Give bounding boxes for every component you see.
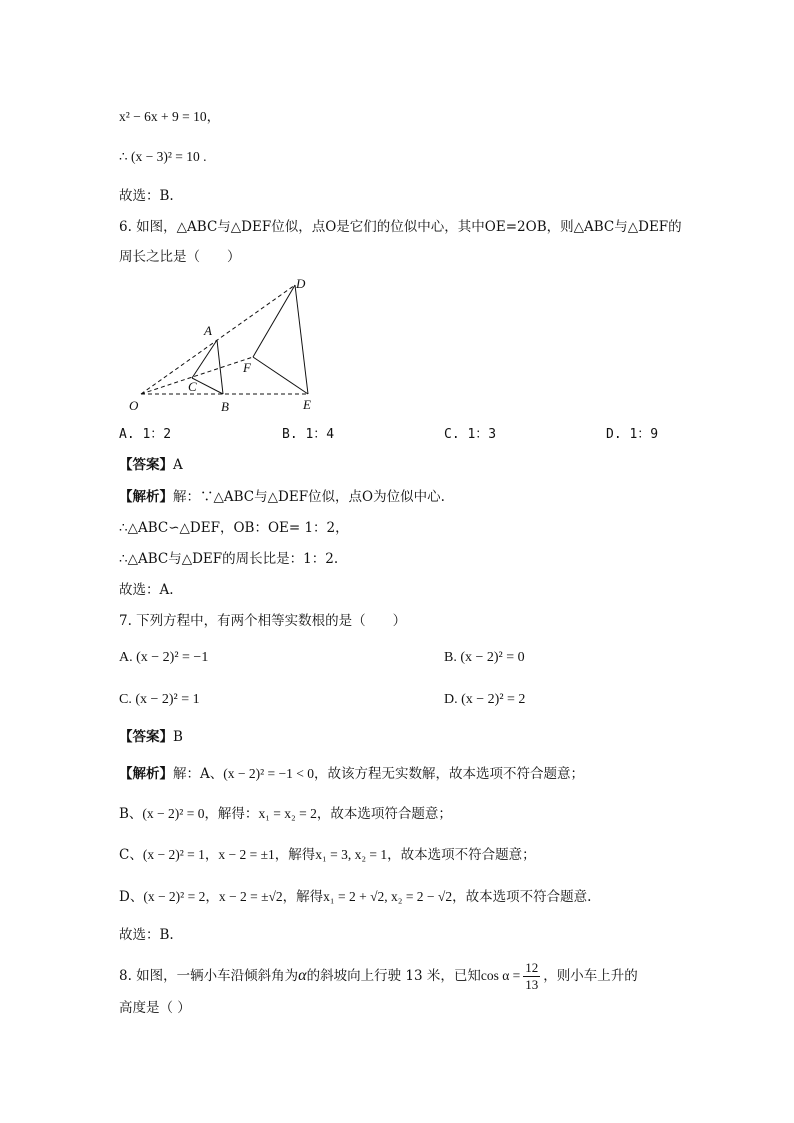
choice-line [119, 186, 174, 206]
alpha-symbol: α [298, 967, 307, 984]
analysis-text: 解：∵△ABC与△DEF位似，点O为位似中心. [173, 489, 445, 505]
option-b [444, 648, 525, 668]
equation: x − 2 = ±1 [218, 847, 275, 862]
analysis-text: ，解得 [282, 889, 324, 905]
equation: x₁ = x₂ = 2 [258, 806, 317, 821]
question-6-stem [119, 217, 682, 237]
analysis-text: C、 [119, 847, 143, 863]
question-7-analysis-4 [119, 887, 591, 907]
option-text: C. (x − 2)² = 1 [119, 692, 200, 707]
analysis-text: ，解得： [204, 806, 259, 822]
question-text: 8. 如图，一辆小车沿倾斜角为 [119, 968, 299, 984]
side-DE [295, 285, 308, 394]
question-6-stem-cont [119, 247, 241, 267]
analysis-text: 解：A、 [173, 766, 224, 782]
analysis-text: ， [204, 847, 219, 863]
side-FE [253, 357, 308, 394]
question-text: ，则小车上升的 [543, 968, 638, 984]
question-text: 的斜坡向上行驶 13 米，已知 [306, 968, 481, 984]
dashed-line-OD [141, 285, 295, 394]
analysis-text: D、 [119, 889, 144, 905]
analysis-text: B、 [119, 806, 143, 822]
option-text: B. (x − 2)² = 0 [444, 650, 525, 665]
equation: cos α = [480, 968, 521, 983]
dashed-line-OF [141, 357, 253, 394]
equation: x₁ = 2 + √2, x₂ = 2 − √2 [323, 889, 453, 904]
label-C: C [188, 379, 197, 394]
question-7-analysis-3 [119, 845, 536, 865]
equation: (x − 2)² = 1 [142, 847, 205, 862]
equation: x² − 6x + 9 = 10， [119, 109, 221, 124]
analysis-text: ，故该方程无实数解，故本选项不符合题意； [314, 766, 584, 782]
option-a: A. 1：2 [119, 427, 172, 442]
equation: x − 2 = ±√2 [218, 889, 283, 904]
analysis-tag: 【解析】 [119, 489, 173, 505]
option-c: C. 1：3 [444, 427, 497, 442]
question-6-analysis-4 [119, 580, 174, 600]
analysis-text: ∴△ABC∽△DEF，OB：OE= 1：2， [119, 520, 349, 536]
question-text: 周长之比是（ ） [119, 249, 241, 265]
equation: x₁ = 3, x₂ = 1 [315, 847, 388, 862]
question-8-stem-cont [119, 998, 191, 1018]
answer-tag: 【答案】 [119, 457, 173, 473]
question-7-stem [119, 611, 406, 631]
fraction-numerator: 12 [525, 960, 539, 975]
option-c [119, 690, 200, 710]
analysis-text: ∴△ABC与△DEF的周长比是：1：2. [119, 551, 339, 567]
analysis-text: 故选：A. [119, 582, 174, 598]
equation: ∴ (x − 3)² = 10 . [119, 149, 207, 164]
question-text: 7. 下列方程中，有两个相等实数根的是（ ） [119, 613, 407, 629]
equation: (x − 2)² = −1 < 0 [223, 766, 314, 781]
equation: (x − 2)² = 2 [143, 889, 206, 904]
analysis-text: ，故本选项符合题意； [316, 806, 452, 822]
side-DF [253, 285, 295, 357]
analysis-text: 故选：B. [119, 927, 174, 943]
equation: (x − 2)² = 0 [142, 806, 205, 821]
question-text: △ABC与△DEF位似，点O是它们的位似中心，其中OE=2OB，则△ABC与△DEF的 [176, 219, 682, 235]
fraction [523, 960, 540, 993]
question-6-analysis-1 [119, 487, 445, 507]
choice-text: 故选：B. [119, 188, 174, 204]
question-6-analysis-3 [119, 549, 338, 569]
analysis-text: ， [205, 889, 219, 905]
equation-line-1 [119, 107, 220, 127]
question-7-analysis-2 [119, 804, 452, 824]
label-F: F [243, 360, 251, 375]
option-a [119, 648, 208, 668]
label-B: B [221, 399, 229, 414]
label-E: E [303, 397, 311, 412]
similarity-figure [125, 272, 325, 422]
option-text: D. (x − 2)² = 2 [444, 692, 526, 707]
analysis-text: ，故本选项不符合题意； [387, 847, 536, 863]
answer-tag: 【答案】 [119, 729, 173, 745]
option-text: A. (x − 2)² = −1 [119, 650, 209, 665]
answer-value: A [173, 457, 183, 473]
question-number: 6. 如图， [119, 219, 177, 235]
question-7-analysis-5 [119, 925, 174, 945]
analysis-text: ，解得 [274, 847, 316, 863]
question-6-analysis-2 [119, 518, 349, 538]
option-d [444, 690, 525, 710]
question-8-stem [119, 957, 638, 995]
label-A: A [204, 323, 212, 338]
analysis-text: ，故本选项不符合题意. [452, 889, 592, 905]
question-7-answer [119, 727, 183, 747]
option-b: B. 1：4 [282, 427, 335, 442]
option-d: D. 1：9 [606, 427, 659, 442]
analysis-tag: 【解析】 [119, 766, 173, 782]
answer-value: B [173, 729, 183, 745]
label-D: D [296, 276, 306, 291]
question-7-analysis-1 [119, 764, 584, 784]
fraction-denominator: 13 [525, 977, 539, 992]
equation-line-2 [119, 147, 206, 167]
label-O: O [129, 398, 139, 413]
question-text: 高度是（ ） [119, 1000, 191, 1016]
side-AC [192, 340, 217, 378]
question-6-answer [119, 455, 183, 475]
